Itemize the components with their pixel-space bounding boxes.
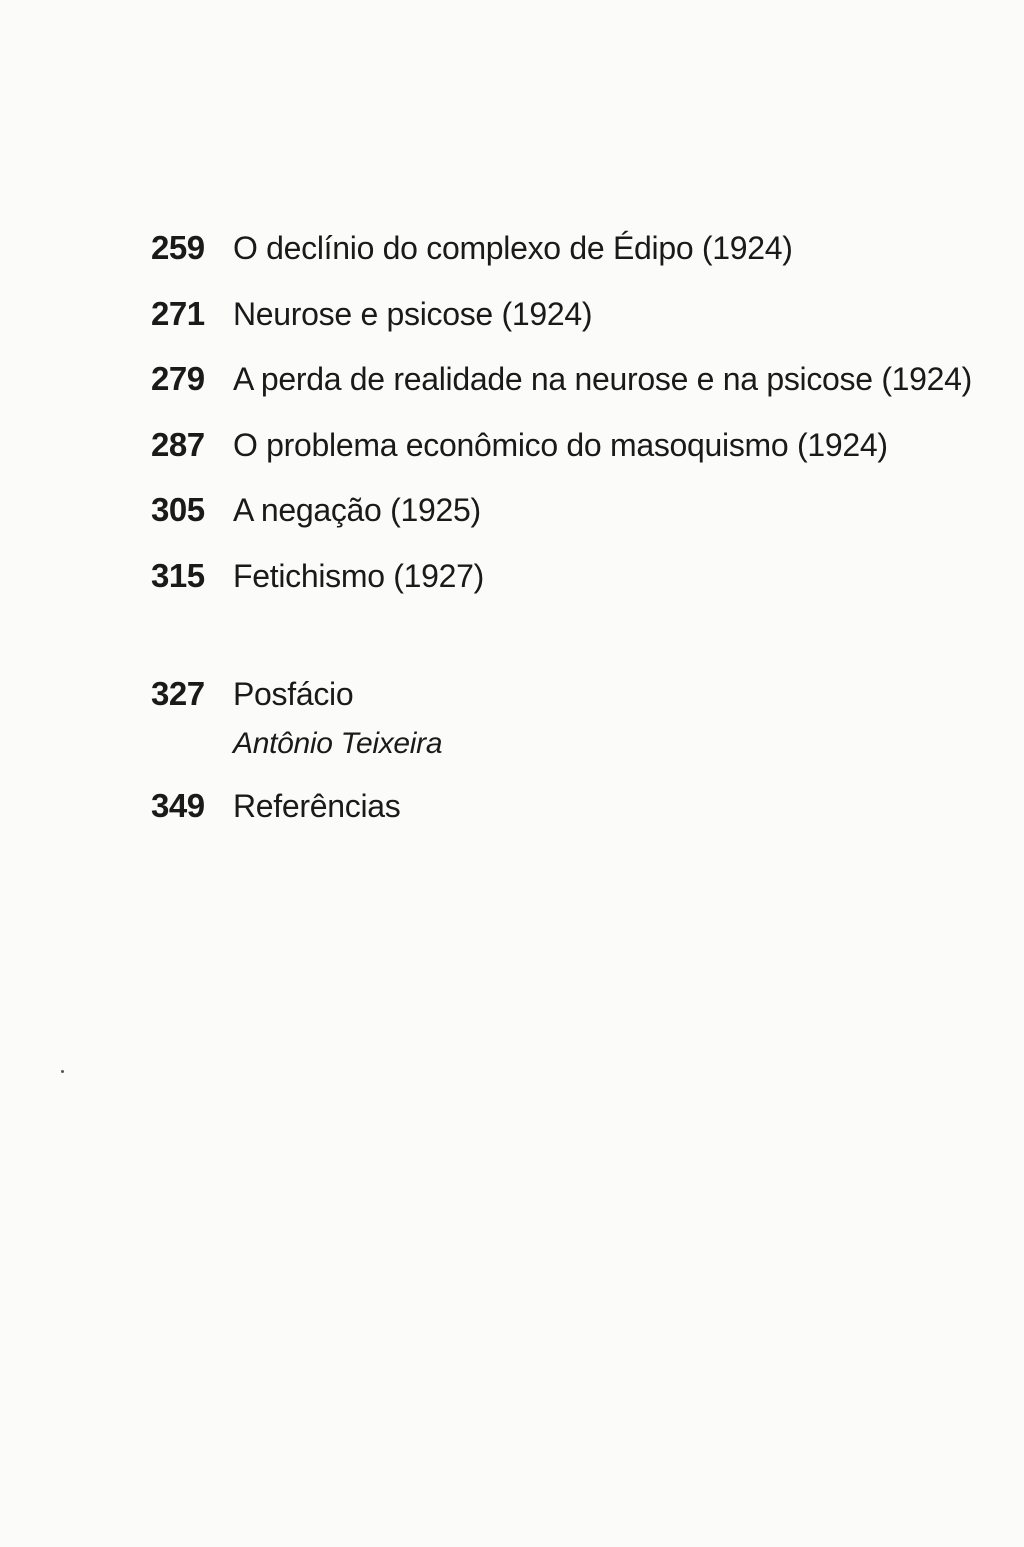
toc-page-number: 279 bbox=[151, 360, 205, 397]
toc-entry bbox=[151, 357, 973, 423]
toc-entry bbox=[151, 672, 931, 784]
toc-page-number: 315 bbox=[151, 556, 205, 594]
toc-entry bbox=[151, 554, 931, 620]
toc-page-number: 271 bbox=[151, 294, 205, 332]
toc-entry-title: A perda de realidade na neurose e na psicose (1924) bbox=[233, 361, 973, 397]
toc-entry-title: A negação (1925) bbox=[233, 492, 481, 528]
toc-entry-title: O problema econômico do masoquismo (1924) bbox=[233, 426, 888, 463]
toc-page-number: 287 bbox=[151, 425, 205, 463]
toc-entry bbox=[151, 226, 931, 292]
toc-entry bbox=[151, 292, 931, 358]
toc-page-number: 349 bbox=[151, 787, 205, 824]
toc-entry-title: Posfácio bbox=[233, 676, 354, 712]
toc-entry-title: Referências bbox=[233, 788, 401, 824]
toc-entry-title: O declínio do complexo de Édipo (1924) bbox=[233, 230, 793, 266]
toc-page-number: 327 bbox=[151, 675, 205, 712]
toc-entry-title: Neurose e psicose (1924) bbox=[233, 295, 593, 332]
toc-page-number: 259 bbox=[151, 229, 205, 266]
paper-speck bbox=[61, 1070, 64, 1073]
toc-entry bbox=[151, 784, 931, 850]
toc-entry bbox=[151, 423, 931, 489]
toc-page-number: 305 bbox=[151, 491, 205, 528]
toc-entry-title: Fetichismo (1927) bbox=[233, 557, 484, 594]
table-of-contents bbox=[151, 226, 973, 850]
toc-entry bbox=[151, 488, 931, 554]
toc-entry-author: Antônio Teixeira bbox=[233, 727, 443, 760]
